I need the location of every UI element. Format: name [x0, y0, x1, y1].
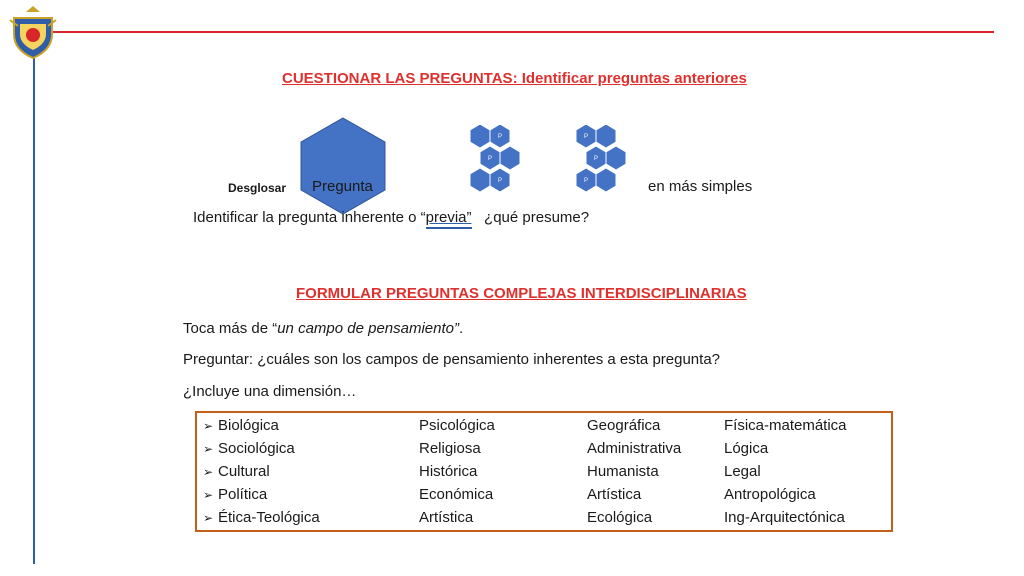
identificar-suffix: ¿qué presume?: [484, 209, 590, 226]
dimension-item: [587, 417, 660, 434]
dimension-label: Antropológica: [724, 486, 816, 503]
dimension-label: Artística: [587, 486, 642, 503]
dimension-item: [724, 509, 845, 526]
dimension-label: Cultural: [218, 463, 270, 480]
arrow-bullet-icon: ➢: [203, 511, 214, 525]
dimension-row: [197, 463, 891, 486]
toca-paragraph: [183, 320, 463, 337]
hex-p-label: P: [583, 178, 589, 184]
dimension-label: Económica: [419, 486, 494, 503]
dimension-item: [203, 463, 270, 480]
dimension-row: [197, 509, 891, 532]
dimensions-box: [195, 411, 893, 532]
arrow-bullet-icon: ➢: [203, 488, 214, 502]
dimension-label: Física-matemática: [724, 417, 847, 434]
en-mas-simples-text: en más simples: [648, 178, 753, 195]
dimension-item: [419, 486, 493, 503]
dimension-label: Ecológica: [587, 509, 653, 526]
dimension-label: Sociológica: [218, 440, 295, 457]
preguntar-paragraph: Preguntar: ¿cuáles son los campos de pensamiento inherentes a esta pregunta?: [183, 351, 720, 368]
dimension-label: Administrativa: [587, 440, 682, 457]
identificar-prefix: Identificar la pregunta inherente o “: [193, 209, 426, 226]
sub-questions-hexagon-cluster-2: [572, 124, 632, 192]
dimension-label: Humanista: [587, 463, 659, 480]
dimension-item: [203, 509, 320, 526]
dimension-label: Biológica: [218, 417, 279, 434]
dimension-item: [419, 440, 481, 457]
arrow-bullet-icon: ➢: [203, 442, 214, 456]
pregunta-label: Pregunta: [312, 178, 373, 195]
dimension-row: [197, 440, 891, 463]
hex-p-label: P: [583, 134, 589, 140]
dimension-item: [724, 463, 761, 480]
desglosar-label: Desglosar: [228, 181, 287, 195]
previa-word: previa”: [426, 209, 472, 229]
institution-crest-logo: [8, 4, 58, 60]
dimension-item: [724, 486, 816, 503]
dimension-item: [587, 463, 659, 480]
toca-suffix: .: [459, 320, 464, 337]
dimension-item: [419, 417, 495, 434]
dimension-item: [419, 463, 477, 480]
dimension-item: [203, 486, 267, 503]
header-red-line: [28, 31, 994, 33]
dimension-row: [197, 486, 891, 509]
arrow-bullet-icon: ➢: [203, 465, 214, 479]
section-title-formular: FORMULAR PREGUNTAS COMPLEJAS INTERDISCIPLINARIAS: [296, 285, 747, 302]
dimension-label: Política: [218, 486, 268, 503]
identificar-line: [193, 209, 589, 226]
dimension-label: Histórica: [419, 463, 478, 480]
sub-questions-hexagon-cluster: [466, 124, 526, 192]
dimension-label: Ética-Teológica: [218, 509, 320, 526]
pregunta-hexagon: [300, 117, 386, 215]
dimension-label: Psicológica: [419, 417, 495, 434]
dimension-label: Ing-Arquitectónica: [724, 509, 845, 526]
left-blue-line: [33, 34, 35, 564]
dimension-row: [197, 417, 891, 440]
dimension-label: Lógica: [724, 440, 769, 457]
dimension-item: [203, 440, 295, 457]
hex-p-label: P: [487, 156, 493, 162]
dimension-label: Legal: [724, 463, 761, 480]
hex-p-label: P: [497, 178, 503, 184]
incluye-paragraph: ¿Incluye una dimensión…: [183, 383, 357, 400]
dimension-item: [724, 417, 847, 434]
dimension-item: [587, 440, 681, 457]
toca-prefix: Toca más de “: [183, 320, 278, 337]
arrow-bullet-icon: ➢: [203, 419, 214, 433]
dimension-label: Geográfica: [587, 417, 661, 434]
hex-p-label: P: [497, 134, 503, 140]
toca-italic: un campo de pensamiento”: [277, 320, 459, 337]
dimension-item: [419, 509, 473, 526]
hex-p-label: P: [593, 156, 599, 162]
dimension-item: [724, 440, 768, 457]
dimension-label: Religiosa: [419, 440, 481, 457]
dimension-label: Artística: [419, 509, 474, 526]
dimension-item: [587, 486, 641, 503]
dimension-item: [203, 417, 279, 434]
section-title-cuestionar: CUESTIONAR LAS PREGUNTAS: Identificar preguntas anteriores: [282, 70, 747, 87]
dimension-item: [587, 509, 652, 526]
